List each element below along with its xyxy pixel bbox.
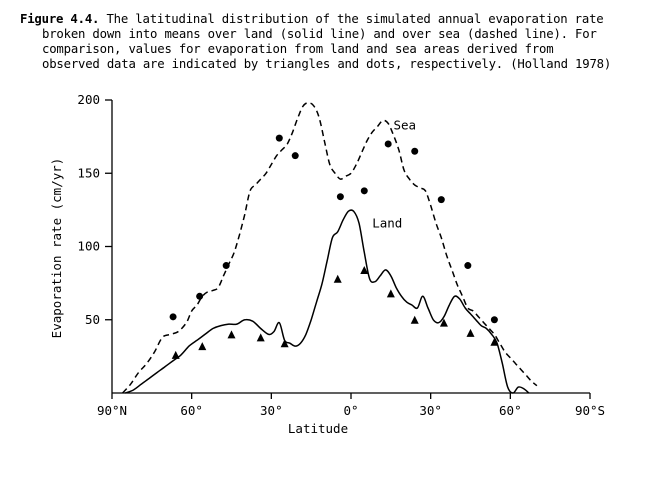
observed-land-triangle [172,351,180,359]
observed-land-triangle [467,329,475,337]
x-tick-label: 30° [260,403,283,418]
observed-sea-dot [385,140,392,147]
series-label-sea: Sea [393,117,417,133]
observed-sea-dot [223,262,230,269]
observed-land-triangle [334,275,342,283]
observed-land-triangle [198,342,206,350]
observed-sea-dot [196,293,203,300]
y-tick-label: 200 [77,92,100,107]
caption-line-3: comparison, values for evaporation from land and sea areas derived from [42,42,554,56]
land-series-line [125,210,529,393]
x-tick-label: 90°S [574,403,606,418]
observed-sea-dot [464,262,471,269]
y-tick-label: 50 [84,311,100,327]
x-axis-label: Latitude [287,421,349,436]
x-tick-label: 60° [180,403,203,418]
observed-sea-dot [438,196,445,203]
x-tick-label: 0° [343,403,359,418]
observed-sea-dot [411,148,418,155]
observed-land-triangle [387,289,395,297]
y-tick-label: 150 [77,165,100,181]
observed-sea-dot [276,135,283,142]
observed-land-triangle [411,316,419,324]
caption-line-4: observed data are indicated by triangles and dots, respectively. (Holland 1978) [42,57,612,71]
observed-land-triangle [228,330,236,338]
x-tick-label: 60° [499,403,522,418]
x-axis-ticks [97,393,605,418]
observed-sea-dot [491,316,498,323]
x-tick-label: 90°N [96,403,128,418]
observed-sea-dot [170,313,177,320]
figure-label: Figure 4.4. [20,12,100,26]
y-axis-ticks [77,92,112,327]
y-tick-label: 100 [77,238,100,254]
observed-land-triangle [257,333,265,341]
observed-sea-dot [337,193,344,200]
observation-markers [170,135,499,359]
series-labels [372,117,416,230]
axes-frame [112,100,590,393]
observed-sea-dot [292,152,299,159]
caption-line-2: broken down into means over land (solid line) and over sea (dashed line). For [42,27,597,41]
y-axis-label: Evaporation rate (cm/yr) [49,157,64,339]
series-label-land: Land [372,215,403,231]
caption-text-1: The latitudinal distribution of the simulated annual evaporation rate [106,12,604,26]
observed-sea-dot [361,187,368,194]
x-tick-label: 30° [419,403,442,418]
series-lines [123,103,537,393]
